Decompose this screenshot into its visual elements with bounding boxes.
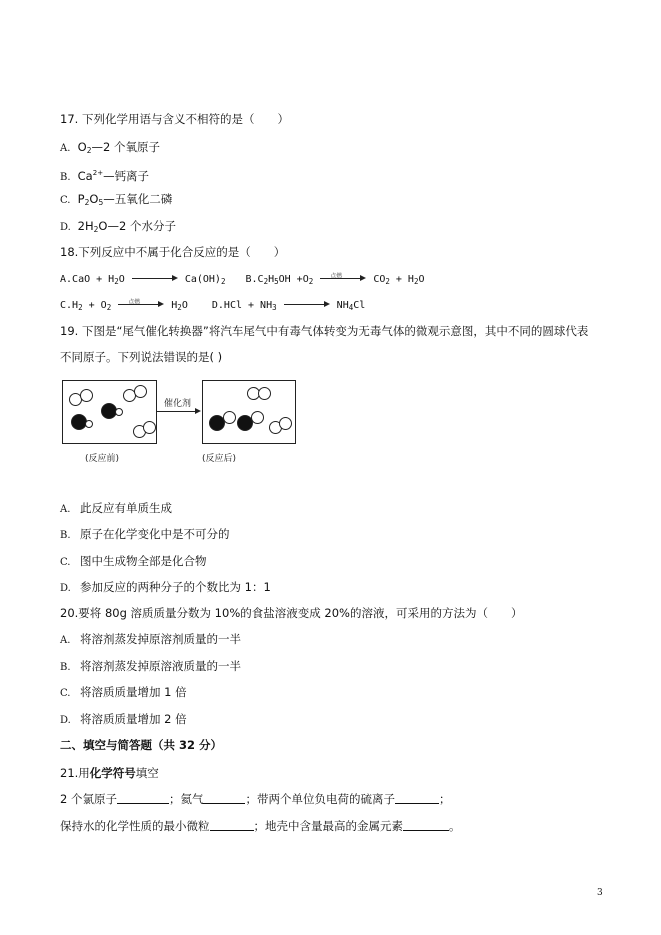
atom-white (143, 421, 156, 434)
after-box (202, 380, 296, 444)
atom-small (115, 408, 123, 416)
reaction-arrow (284, 298, 330, 308)
q17-stem: 17. 下列化学用语与含义不相符的是（ ） (60, 112, 289, 126)
q18-row-cd (60, 296, 365, 316)
q18-option-c: $C.H_2 + O_2$ 点燃 $H_2O$ (60, 299, 188, 312)
reaction-diagram: 催化剂 (反应前) (反应后) (60, 378, 300, 466)
section-title: 二、填空与简答题（共 32 分） (60, 738, 223, 752)
q20-option-d: D. 将溶质质量增加 2 倍 (60, 712, 187, 726)
option-label: D. (60, 222, 71, 233)
answer-blank[interactable] (403, 819, 449, 831)
page-number: 3 (597, 888, 603, 898)
answer-blank[interactable] (395, 792, 439, 804)
q20-option-a: A. 将溶剂蒸发掉原溶剂质量的一半 (60, 632, 241, 646)
q20-option-c: C. 将溶质质量增加 1 倍 (60, 685, 187, 699)
before-label: (反应前) (85, 454, 120, 464)
q18-option-d: $D.HCl + NH_3$ $NH_4Cl$ (211, 300, 366, 312)
q19-stem-line2: 不同原子。下列说法错误的是( ) (60, 350, 223, 364)
q18-option-a: $A.CaO + H_2O$ $Ca(OH)_2$ (60, 274, 226, 286)
reaction-arrow: 点燃 (118, 298, 164, 308)
q17-option-a: A. $O_2—2$ 个氧原子 (60, 140, 160, 155)
atom-white (80, 389, 93, 402)
atom-white (223, 411, 236, 424)
before-box (62, 380, 157, 444)
answer-blank[interactable] (117, 792, 169, 804)
q21-line1: 2 个氯原子 ；氦气 ；带两个单位负电荷的硫离子 ； (60, 792, 451, 806)
q19-stem-line1: 19. 下图是“尾气催化转换器”将汽车尾气中有毒气体转变为无毒气体的微观示意图，其中不同的圆球代表 (60, 324, 589, 338)
q19-option-c: C. 图中生成物全部是化合物 (60, 554, 207, 568)
q17-option-b: B. $Ca^{2+}—$钙离子 (60, 165, 149, 186)
atom-white (251, 411, 264, 424)
q20-stem: 20.要将 80g 溶质质量分数为 10%的食盐溶液变成 20%的溶液，可采用的方法为（ ） (60, 606, 523, 620)
atom-white (258, 387, 271, 400)
reaction-arrow (132, 272, 178, 282)
option-label: C. (60, 195, 71, 206)
answer-blank[interactable] (210, 819, 254, 831)
atom-white (279, 417, 292, 430)
q18-stem: 18.下列反应中不属于化合反应的是（ ） (60, 245, 286, 259)
q21-stem: 21.用化学符号填空 (60, 766, 159, 780)
reaction-arrow: 点燃 (320, 272, 366, 282)
q20-option-b: B. 将溶剂蒸发掉原溶液质量的一半 (60, 659, 241, 673)
q19-option-b: B. 原子在化学变化中是不可分的 (60, 527, 230, 541)
q19-option-a: A. 此反应有单质生成 (60, 501, 172, 515)
option-label: B. (60, 172, 71, 183)
after-label: (反应后) (202, 454, 237, 464)
q17-option-d: D. $2H_2O—2$ 个水分子 (60, 219, 176, 234)
q21-line2: 保持水的化学性质的最小微粒 ；地壳中含量最高的金属元素 。 (60, 819, 461, 833)
option-label: A. (60, 143, 71, 154)
q18-option-b: $B.C_2H_5OH +O_2$ 点燃 $CO_2 + H_2O$ (245, 273, 425, 286)
atom-white (134, 385, 147, 398)
atom-small (85, 420, 93, 428)
q18-row-ab (60, 270, 425, 290)
answer-blank[interactable] (203, 792, 245, 804)
q17-option-c: C. $P_2O_5—$五氧化二磷 (60, 192, 173, 207)
q19-option-d: D. 参加反应的两种分子的个数比为 1：1 (60, 580, 271, 594)
